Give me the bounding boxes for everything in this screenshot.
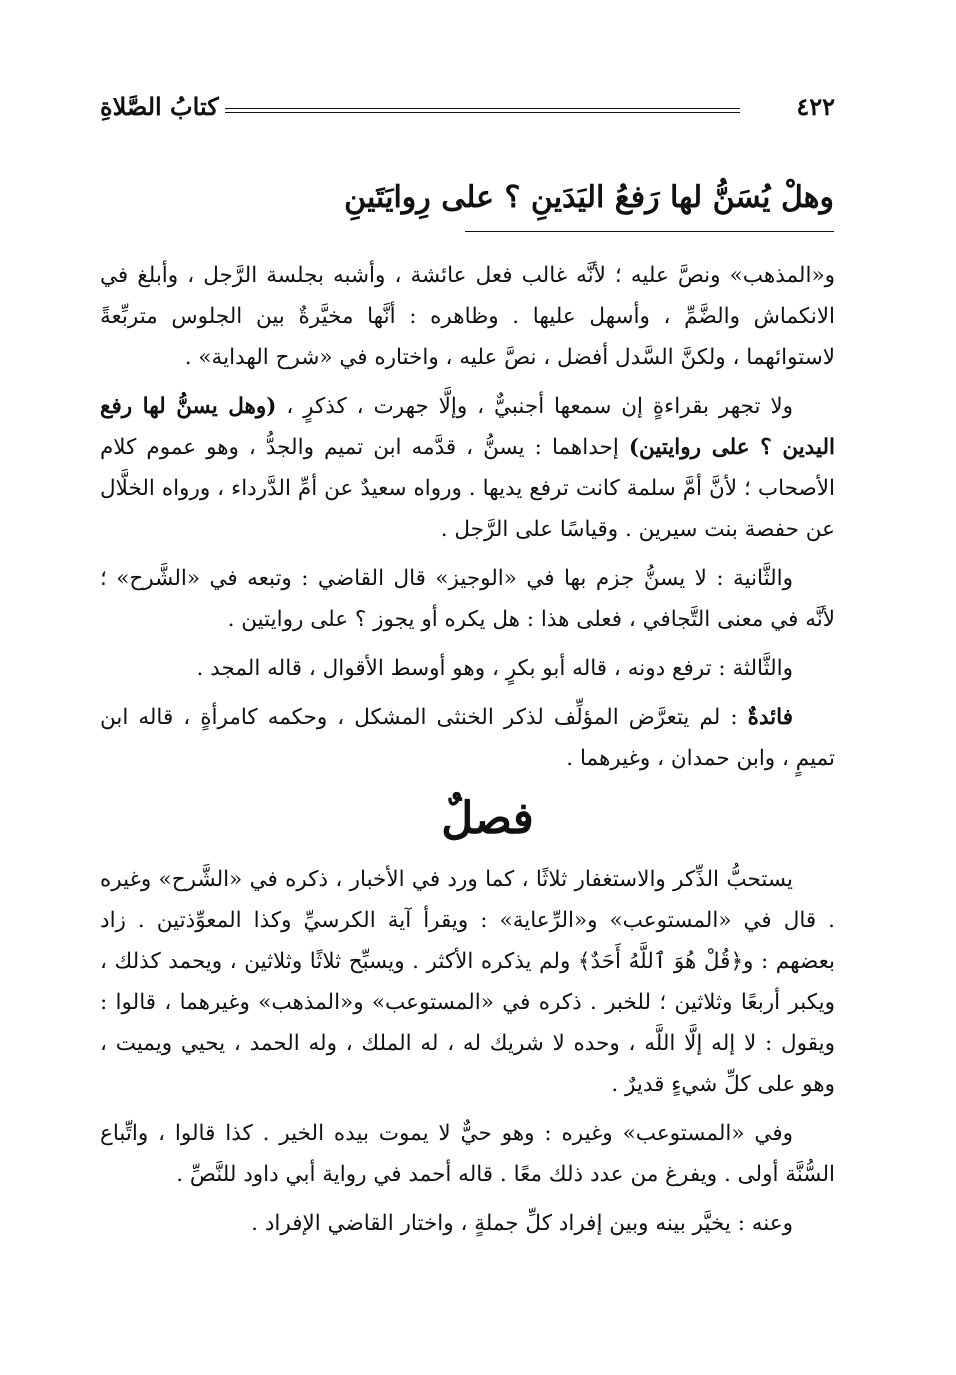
paragraph-7: وفي «المستوعب» وغيره : وهو حيٌّ لا يموت بيده الخير . كذا قالوا ، واتِّباع السُّنَّة أولى . ويفرغ من عدد ذلك معًا . قاله أحمد في رواية أبي داود للنَّصِّ . bbox=[100, 1121, 835, 1187]
commentary-body bbox=[100, 255, 835, 1252]
paragraph-2 bbox=[100, 386, 835, 550]
matn-underline bbox=[465, 231, 834, 232]
paragraph-5 bbox=[100, 697, 835, 779]
matn-heading: وهلْ يُسَنُّ لها رَفعُ اليَدَينِ ؟ على رِوايَتَينِ bbox=[344, 180, 834, 215]
paragraph-3: والثَّانية : لا يسنُّ جزم بها في «الوجيز» قال القاضي : وتبعه في «الشَّرح» ؛ لأنَّه في معنى التَّجافي ، فعلى هذا : هل يكره أو يجوز ؟ على روايتين . bbox=[100, 566, 835, 632]
paragraph-6: يستحبُّ الذِّكر والاستغفار ثلاثًا ، كما ورد في الأخبار ، ذكره في «الشَّرح» وغيره . قال في «المستوعب» و«الرِّعاية» : ويقرأ آية الكرسيِّ وكذا المعوِّذتين . زاد بعضهم : و﴿قُلْ هُوَ ٱللَّهُ أَحَدٌ﴾ ولم يذكره الأكثر . ويسبِّح ثلاثًا وثلاثين ، ويحمد كذلك ، ويكبر أربعًا وثلاثين ؛ للخبر . ذكره في «المستوعب» و«المذهب» وغيرهما ، قالوا : ويقول : لا إله إلَّا اللَّه ، وحده لا شريك له ، له الملك ، وله الحمد ، يحيي ويميت ، وهو على كلِّ شيءٍ قديرٌ . bbox=[100, 867, 835, 1097]
paragraph-2-part-a: ولا تجهر بقراءةٍ إن سمعها أجنبيٌّ ، وإلَّا جهرت ، كذكرٍ ، bbox=[276, 394, 793, 419]
page-number: ٤٢٢ bbox=[796, 92, 835, 121]
book-title: كتابُ الصَّلاةِ bbox=[100, 92, 219, 121]
paragraph-4: والثَّالثة : ترفع دونه ، قاله أبو بكرٍ ، وهو أوسط الأقوال ، قاله المجد . bbox=[196, 656, 793, 681]
header-rule bbox=[225, 108, 740, 113]
paragraph-2-part-b: إحداهما : يسنُّ ، قدَّمه ابن تميم والجدُّ ، وهو عموم كلام الأصحاب ؛ لأنَّ أمَّ سلمة كانت ترفع يديها . ورواه سعيدٌ عن أمِّ الدَّرداء ، ورواه الخلَّال عن حفصة بنت سيرين . وقياسًا على الرَّجل . bbox=[100, 435, 835, 542]
paragraph-1: و«المذهب» ونصَّ عليه ؛ لأنَّه غالب فعل عائشة ، وأشبه بجلسة الرَّجل ، وأبلغ في الانكماش والضَّمِّ ، وأسهل عليها . وظاهره : أنَّها مخيَّرةٌ بين الجلوس متربِّعةً لاستوائهما ، ولكنَّ السَّدل أفضل ، نصَّ عليه ، واختاره في «شرح الهداية» . bbox=[100, 263, 835, 370]
section-title: فصلٌ bbox=[441, 793, 534, 844]
quoted-matn: (وهل يسنُّ لها رفع اليدين ؟ على روايتين) bbox=[100, 394, 835, 460]
paragraph-8: وعنه : يخيَّر بينه وبين إفراد كلِّ جملةٍ ، واختار القاضي الإفراد . bbox=[251, 1211, 793, 1236]
note-label: فائدةٌ bbox=[747, 705, 793, 730]
running-header bbox=[100, 88, 835, 128]
note-text: : لم يتعرَّض المؤلِّف لذكر الخنثى المشكل ، وحكمه كامرأةٍ ، قاله ابن تميمٍ ، وابن حمدان ، وغيرهما . bbox=[100, 705, 835, 771]
